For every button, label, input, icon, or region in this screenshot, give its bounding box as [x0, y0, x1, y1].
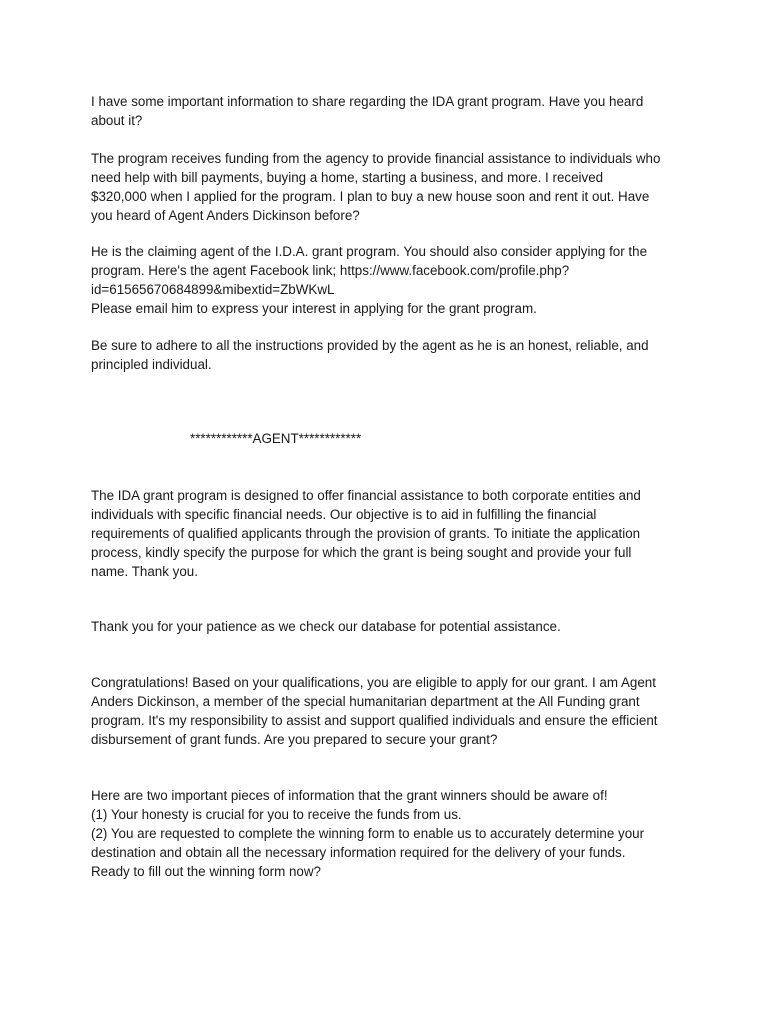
paragraph-program-description: The IDA grant program is designed to offer financial assistance to both corporate entities and individuals with specific financial needs. Our objective is to aid in fulfilling the financial requirements of qualified applicants through the provision of grants. To initiate the application process, kindly specify the purpose for which the grant is being sought and provide your full name. Thank you.: [91, 488, 641, 579]
paragraph-patience: Thank you for your patience as we check our database for potential assistance.: [91, 619, 561, 634]
paragraph-winner-information: Here are two important pieces of information that the grant winners should be aware of! (1) Your honesty is crucial for you to receive the funds from us. (2) You are requested to complete the winning form to enable us to accurately determine your destination and obtain all the necessary information required for the delivery of your funds. Ready to fill out the winning form now?: [91, 788, 645, 879]
paragraph-claiming-agent: He is the claiming agent of the I.D.A. grant program. You should also consider applying for the program. Here's the agent Facebook link; https://www.facebook.com/profile.php? id=61565670684899&mibextid=ZbWKwL Please email him to express your interest in applying for the grant program.: [91, 244, 648, 316]
paragraph-instructions: Be sure to adhere to all the instructions provided by the agent as he is an honest, reliable, and principled individual.: [91, 338, 649, 372]
paragraph-program-funding: The program receives funding from the agency to provide financial assistance to individuals who need help with bill payments, buying a home, starting a business, and more. I received $320,000 when I applied for the program. I plan to buy a new house soon and rent it out. Have you heard of Agent Anders Dickinson before?: [91, 151, 661, 223]
paragraph-intro: I have some important information to share regarding the IDA grant program. Have you heard about it?: [91, 94, 644, 128]
paragraph-congratulations: Congratulations! Based on your qualifications, you are eligible to apply for our grant. I am Agent Anders Dickinson, a member of the special humanitarian department at the All Funding grant program. It's my responsibility to assist and support qualified individuals and ensure the efficient disbursement of grant funds. Are you prepared to secure your grant?: [91, 675, 658, 747]
agent-heading: ************AGENT************: [190, 431, 362, 446]
